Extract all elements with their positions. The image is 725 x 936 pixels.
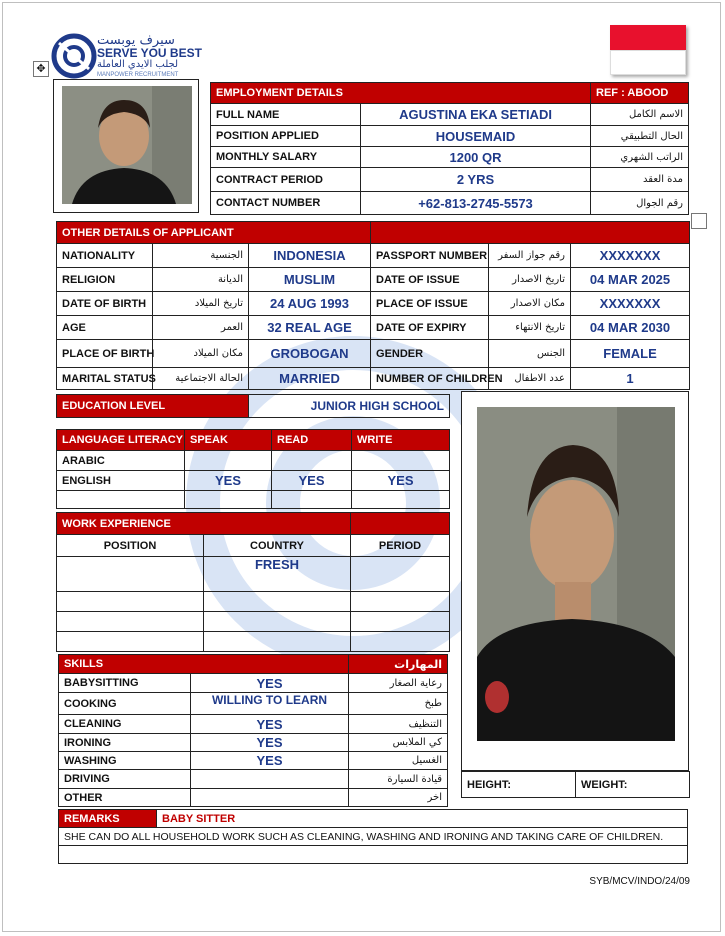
work-country-value: FRESH: [204, 557, 351, 592]
marital-label-ar: الحالة الاجتماعية: [153, 368, 249, 390]
gender-label-ar: الجنس: [489, 340, 571, 368]
ref-code: REF : ABOOD: [591, 83, 689, 104]
religion-label: RELIGION: [57, 268, 153, 292]
position-label-ar: الحال التطبيقي: [591, 126, 689, 147]
issue-place-label: PLACE OF ISSUE: [371, 292, 489, 316]
contact-label: CONTACT NUMBER: [211, 192, 361, 215]
language-header: LANGUAGE LITERACY: [57, 430, 185, 451]
education-value: JUNIOR HIGH SCHOOL: [249, 395, 450, 418]
skill-other-value: [191, 789, 349, 807]
salary-label-ar: الراتب الشهري: [591, 147, 689, 168]
expiry-label-ar: تاريخ الانتهاء: [489, 316, 571, 340]
passport-value: XXXXXXX: [571, 244, 690, 268]
skills-header-ar: المهارات: [349, 655, 448, 674]
issue-place-value: XXXXXXX: [571, 292, 690, 316]
skill-washing-label: WASHING: [59, 752, 191, 770]
nationality-label: NATIONALITY: [57, 244, 153, 268]
religion-value: MUSLIM: [249, 268, 371, 292]
skill-driving-label: DRIVING: [59, 770, 191, 789]
marital-label: MARITAL STATUS: [57, 368, 153, 390]
arabic-label: ARABIC: [57, 451, 185, 471]
write-header: WRITE: [352, 430, 450, 451]
indonesia-flag-icon: [610, 25, 686, 75]
contact-value: +62-813-2745-5573: [361, 192, 591, 215]
work-experience-table: [56, 512, 450, 652]
salary-value: 1200 QR: [361, 147, 591, 168]
dob-value: 24 AUG 1993: [249, 292, 371, 316]
english-speak: YES: [185, 471, 272, 491]
religion-label-ar: الديانة: [153, 268, 249, 292]
country-col-header: COUNTRY: [204, 535, 351, 557]
expand-checkbox[interactable]: [691, 213, 707, 229]
issue-date-label: DATE OF ISSUE: [371, 268, 489, 292]
move-handle-icon[interactable]: ✥: [33, 61, 49, 77]
skill-cleaning-ar: التنظيف: [349, 715, 448, 734]
skill-cleaning-label: CLEANING: [59, 715, 191, 734]
period-col-header: PERIOD: [351, 535, 450, 557]
employment-header: EMPLOYMENT DETAILS: [211, 83, 591, 104]
gender-label: GENDER: [371, 340, 489, 368]
age-label-ar: العمر: [153, 316, 249, 340]
remarks-table: [58, 809, 688, 864]
position-col-header: POSITION: [57, 535, 204, 557]
other-details-header-blank: [371, 222, 690, 244]
contact-label-ar: رقم الجوال: [591, 192, 689, 215]
arabic-write: [352, 451, 450, 471]
remarks-label: REMARKS: [59, 810, 157, 828]
other-details-header: OTHER DETAILS OF APPLICANT: [57, 222, 371, 244]
speak-header: SPEAK: [185, 430, 272, 451]
skill-ironing-label: IRONING: [59, 734, 191, 752]
logo-arabic-name: سيرف يوبست: [97, 33, 175, 48]
skill-ironing-value: YES: [191, 734, 349, 752]
full-name-label: FULL NAME: [211, 104, 361, 126]
birthplace-value: GROBOGAN: [249, 340, 371, 368]
birthplace-label: PLACE OF BIRTH: [57, 340, 153, 368]
position-value: HOUSEMAID: [361, 126, 591, 147]
salary-label: MONTHLY SALARY: [211, 147, 361, 168]
other-details-table: [56, 221, 690, 390]
height-label: HEIGHT:: [462, 772, 576, 798]
english-write: YES: [352, 471, 450, 491]
contract-value: 2 YRS: [361, 168, 591, 192]
position-label: POSITION APPLIED: [211, 126, 361, 147]
gender-value: FEMALE: [571, 340, 690, 368]
logo-subtitle-en: MANPOWER RECRUITMENT: [97, 72, 179, 78]
skill-washing-value: YES: [191, 752, 349, 770]
skill-babysitting-ar: رعاية الصغار: [349, 674, 448, 693]
english-read: YES: [272, 471, 352, 491]
skill-cooking-ar: طبخ: [349, 693, 448, 715]
company-logo-icon: [51, 33, 97, 79]
passport-label: PASSPORT NUMBER: [371, 244, 489, 268]
skills-header: SKILLS: [59, 655, 349, 674]
contract-label: CONTRACT PERIOD: [211, 168, 361, 192]
expiry-value: 04 MAR 2030: [571, 316, 690, 340]
passport-label-ar: رقم جواز السفر: [489, 244, 571, 268]
profile-photo-small: [53, 79, 199, 213]
children-value: 1: [571, 368, 690, 390]
logo-name: SERVE YOU BEST: [97, 46, 202, 60]
skill-driving-value: [191, 770, 349, 789]
profile-photo-large: [461, 391, 689, 771]
remarks-tag: BABY SITTER: [157, 810, 688, 828]
contract-label-ar: مدة العقد: [591, 168, 689, 192]
age-label: AGE: [57, 316, 153, 340]
children-label-ar: عدد الاطفال: [489, 368, 571, 390]
weight-label: WEIGHT:: [576, 772, 690, 798]
arabic-speak: [185, 451, 272, 471]
marital-value: MARRIED: [249, 368, 371, 390]
full-name-label-ar: الاسم الكامل: [591, 104, 689, 126]
skill-cleaning-value: YES: [191, 715, 349, 734]
children-label: NUMBER OF CHILDREN: [371, 368, 489, 390]
work-header-blank: [351, 513, 450, 535]
skill-other-label: OTHER: [59, 789, 191, 807]
nationality-value: INDONESIA: [249, 244, 371, 268]
measures-table: [461, 771, 690, 798]
nationality-label-ar: الجنسية: [153, 244, 249, 268]
skill-ironing-ar: كي الملابس: [349, 734, 448, 752]
document-code: SYB/MCV/INDO/24/09: [589, 876, 690, 887]
skill-babysitting-label: BABYSITTING: [59, 674, 191, 693]
skill-babysitting-value: YES: [191, 674, 349, 693]
cv-page: [2, 2, 721, 932]
work-header: WORK EXPERIENCE: [57, 513, 351, 535]
logo-subtitle-ar: لجلب الايدي العاملة: [97, 59, 179, 70]
skill-driving-ar: قيادة السيارة: [349, 770, 448, 789]
skills-table: [58, 654, 448, 807]
skill-cooking-value: WILLING TO LEARN: [191, 693, 349, 715]
remarks-text: SHE CAN DO ALL HOUSEHOLD WORK SUCH AS CLEANING, WASHING AND IRONING AND TAKING CARE OF CHILDREN.: [59, 828, 688, 846]
age-value: 32 REAL AGE: [249, 316, 371, 340]
full-name-value: AGUSTINA EKA SETIADI: [361, 104, 591, 126]
language-table: [56, 429, 450, 509]
issue-date-label-ar: تاريخ الاصدار: [489, 268, 571, 292]
education-table: [56, 394, 450, 418]
skill-other-ar: اخر: [349, 789, 448, 807]
arabic-read: [272, 451, 352, 471]
education-label: EDUCATION LEVEL: [57, 395, 249, 418]
skill-cooking-label: COOKING: [59, 693, 191, 715]
english-label: ENGLISH: [57, 471, 185, 491]
skill-washing-ar: الغسيل: [349, 752, 448, 770]
birthplace-label-ar: مكان الميلاد: [153, 340, 249, 368]
expiry-label: DATE OF EXPIRY: [371, 316, 489, 340]
dob-label-ar: تاريخ الميلاد: [153, 292, 249, 316]
issue-date-value: 04 MAR 2025: [571, 268, 690, 292]
read-header: READ: [272, 430, 352, 451]
employment-table: [210, 82, 689, 215]
dob-label: DATE OF BIRTH: [57, 292, 153, 316]
issue-place-label-ar: مكان الاصدار: [489, 292, 571, 316]
